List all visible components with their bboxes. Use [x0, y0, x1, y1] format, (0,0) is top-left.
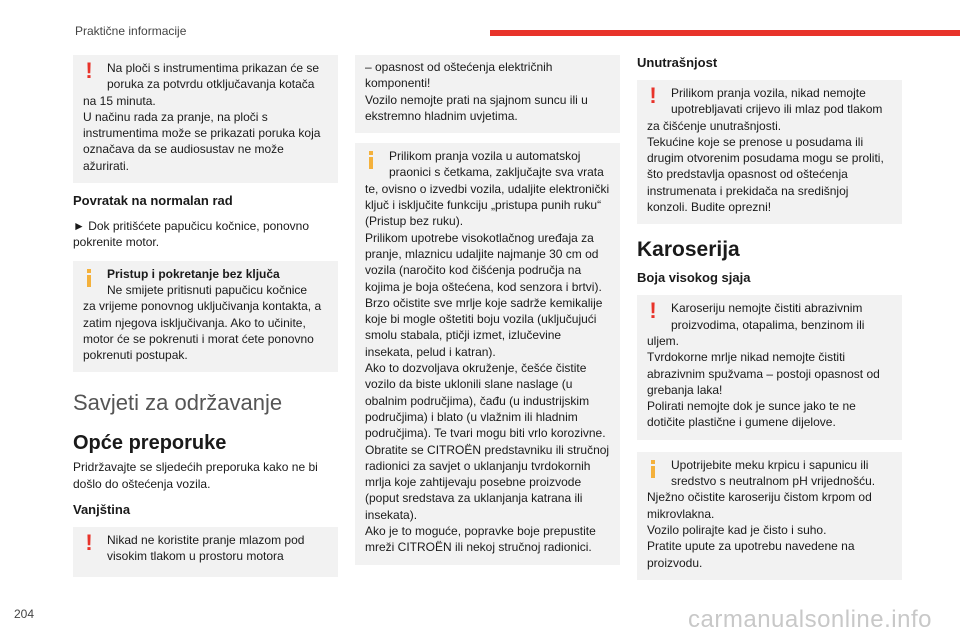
warning-box	[73, 527, 338, 577]
info-icon	[83, 267, 95, 287]
running-header: Praktične informacije	[75, 24, 187, 38]
warning-icon: !	[85, 58, 93, 83]
info-icon	[365, 149, 377, 169]
info-text-first: Prilikom pranja vozila u automatskoj praonici s četkama, zaključajte sva vrata	[389, 149, 604, 180]
warning-text-rest: na 15 minuta. U načinu rada za pranje, na ploči s instrumentima može se prikazati poruka koja označava da se audiosustav ne može ažurirati.	[83, 93, 321, 173]
page-number: 204	[14, 607, 35, 621]
info-text-rest: te, ovisno o izvedbi vozila, udaljite elektronički ključ i isključite funkciju „pristupa punih ruku“ (Pristup bez ruku). Prilikom upotrebe visokotlačnog uređaja za pranje, mlaznicu udaljite najmanje 30 cm od vozila (naročito kod čišćenja područja na kojima je boja oštećena, kod senzora i brtvi). Brzo očistite sve mrlje koje sadrže kemikalije koje bi mogle oštetiti boju vozila (uključujući smolu stabala, ptičji izmet, izlučevine insekata, pelud i katran). Ako to dozvoljava okruženje, češće čistite vozilo da biste uklonili slane naslage (u obalnim područjima), čađu (u industrijskim područjima) i blato (u vlažnim ili hladnim područjima). Te tvari mogu biti vrlo korozivne. Obratite se CITROËN predstavniku ili stručnoj radionici za savjet o uklanjanju tvrdokornih mrlja koje zahtijevaju posebne proizvode (poput sredstava za uklanjanja katrana ili insekata). Ako je to moguće, popravke boje prepustite mreži CITROËN ili nekoj stručnoj radionici.	[365, 181, 610, 555]
column-1	[73, 55, 338, 577]
warning-icon: !	[649, 298, 657, 324]
warning-continuation-box	[355, 55, 620, 133]
warning-text-first: Prilikom pranja vozila, nikad nemojte upotrebljavati crijevo ili mlaz pod tlakom	[671, 86, 883, 117]
section-title: Savjeti za održavanje	[73, 390, 283, 416]
column-2	[355, 55, 620, 565]
continuation-text: – opasnost od oštećenja električnih komponenti! Vozilo nemojte prati na sjajnom suncu ili u ekstremno hladnim uvjetima.	[365, 60, 588, 123]
heading-unutrasnjost: Unutrašnjost	[637, 55, 718, 70]
info-text-rest: za vrijeme ponovnog uključivanja kontakta, a zatim njegova isključivanja. Ako to učinite, motor će se pokrenuti i morat ćete ponovno pokrenuti postupak.	[83, 299, 322, 363]
warning-box	[73, 55, 338, 183]
warning-icon: !	[649, 83, 657, 108]
heading-karoserija: Karoserija	[637, 238, 740, 262]
warning-box	[637, 295, 902, 439]
info-box	[73, 261, 338, 373]
info-box	[355, 143, 620, 564]
heading-boja: Boja visokog sjaja	[637, 270, 751, 286]
heading-vanjstina: Vanjština	[73, 502, 131, 518]
info-text-rest: Nježno očistite karoseriju čistom krpom od mikrovlakna. Vozilo polirajte kad je čisto i suho. Pratite upute za upotrebu navedene na proizvodu.	[647, 490, 872, 570]
warning-text-first: Karoseriju nemojte čistiti abrazivnim proizvodima, otapalima, benzinom ili	[671, 301, 865, 332]
info-text-first: Upotrijebite meku krpicu i sapunicu ili sredstvo s neutralnom pH vrijednošću.	[671, 457, 876, 489]
warning-text-rest: za čišćenje unutrašnjosti. Tekućine koje se prenose u posudama ili drugim otvorenim posudama mogu se proliti, što predstavlja opasnost od oštećenja instrumenata i prekidača na središnjoj konzoli. Budite oprezni!	[647, 118, 884, 215]
info-box	[637, 452, 902, 580]
column-3	[637, 55, 902, 580]
heading-opce: Opće preporuke	[73, 432, 227, 455]
info-title: Pristup i pokretanje bez ključa	[107, 266, 280, 281]
warning-text-rest: uljem. Tvrdokorne mrlje nikad nemojte čistiti abrazivnim spužvama – postoji opasnost od grebanja laka! Polirati nemojte dok je sunce jako te ne dotičite plastične i gumene dijelove.	[647, 333, 880, 430]
povratak-text: ► Dok pritišćete papučicu kočnice, ponovno pokrenite motor.	[73, 219, 310, 250]
info-icon	[647, 458, 659, 478]
info-text-first: Ne smijete pritisnuti papučicu kočnice	[107, 282, 308, 297]
watermark: carmanualsonline.info	[688, 606, 932, 633]
warning-box	[637, 80, 902, 224]
warning-text-first: Na ploči s instrumentima prikazan će se poruka za potvrdu otključavanja kotača	[107, 61, 320, 92]
header-accent-bar	[490, 30, 960, 36]
warning-icon: !	[85, 530, 93, 556]
opce-text: Pridržavajte se sljedećih preporuka kako ne bi došlo do oštećenja vozila.	[73, 460, 318, 491]
heading-povratak: Povratak na normalan rad	[73, 193, 233, 209]
warning-text-first: Nikad ne koristite pranje mlazom pod visokim tlakom u prostoru motora	[107, 533, 305, 564]
